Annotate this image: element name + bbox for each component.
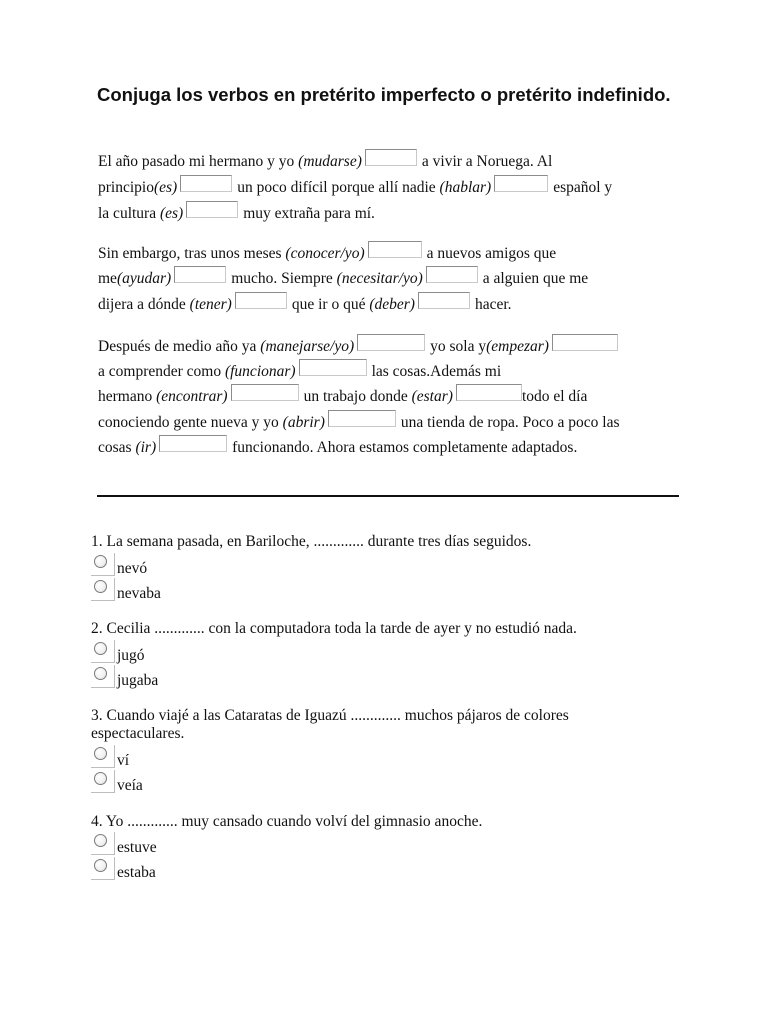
question-3: 3. Cuando viajé a las Cataratas de Iguazú ............. muchos pájaros de colores espectaculares. [91,707,569,742]
text: español y [553,179,613,196]
text: cosas [98,439,136,456]
paragraph3-line4 [98,410,620,436]
text: una tienda de ropa. Poco a poco las [400,414,620,431]
radio-button[interactable] [94,580,107,593]
text: que ir o qué [291,296,370,313]
answer-field-hablar[interactable] [494,175,548,192]
answer-field-es-2[interactable] [186,201,238,218]
answer-field-estar[interactable] [456,384,522,401]
option-label: nevó [117,560,148,577]
paragraph1-line3 [98,201,375,227]
radio-frame [91,553,115,576]
question-2: 2. Cecilia ............. con la computadora toda la tarde de ayer y no estudió nada. [91,620,577,637]
radio-button[interactable] [94,859,107,872]
answer-field-tener[interactable] [235,292,287,309]
verb-hint: (conocer/yo) [285,245,365,262]
text: mucho. Siempre [231,270,337,287]
radio-frame [91,857,115,880]
text: un poco difícil porque allí nadie [237,179,440,196]
verb-hint: (es) [159,205,184,222]
radio-frame [91,832,115,855]
answer-field-mudarse[interactable] [365,149,417,166]
text: El año pasado mi hermano y yo [98,153,299,170]
option-label: estuve [117,839,157,856]
option-label: nevaba [117,585,161,602]
verb-hint: (funcionar) [224,363,296,380]
verb-hint: (estar) [411,388,453,405]
answer-field-encontrar[interactable] [231,384,299,401]
text: funcionando. Ahora estamos completamente adaptados. [232,439,578,456]
verb-hint: (ir) [135,439,157,456]
text: conociendo gente nueva y yo [98,414,283,431]
answer-field-necesitar[interactable] [426,266,478,283]
verb-hint: (tener) [189,296,232,313]
text: un trabajo donde [303,388,412,405]
answer-field-funcionar[interactable] [299,359,367,376]
radio-button[interactable] [94,747,107,760]
radio-frame [91,665,115,688]
text: muy extraña para mí. [243,205,375,222]
verb-hint: (es) [153,179,178,196]
option-label: jugaba [117,672,159,689]
paragraph2-line2 [98,266,588,292]
paragraph2-line1 [98,241,556,267]
text: dijera a dónde [98,296,190,313]
answer-field-manejarse[interactable] [357,334,425,351]
section-divider [97,495,679,497]
text: hacer. [474,296,512,313]
answer-field-conocer[interactable] [368,241,422,258]
text: a comprender como [98,363,225,380]
paragraph1-line1 [98,149,552,175]
verb-hint: (empezar) [486,338,549,355]
paragraph3-line2 [98,359,501,385]
radio-button[interactable] [94,555,107,568]
text: hermano [98,388,157,405]
answer-field-deber[interactable] [418,292,470,309]
verb-hint: (encontrar) [156,388,228,405]
text: Después de medio año ya [98,338,261,355]
text: principio [98,179,154,196]
paragraph3-line3 [98,384,587,410]
text: todo el día [521,388,588,405]
answer-field-ayudar[interactable] [174,266,226,283]
verb-hint: (abrir) [282,414,325,431]
verb-hint: (hablar) [439,179,492,196]
radio-button[interactable] [94,642,107,655]
question-1: 1. La semana pasada, en Bariloche, ............. durante tres días seguidos. [91,533,532,550]
answer-field-abrir[interactable] [328,410,396,427]
answer-field-es-1[interactable] [180,175,232,192]
answer-field-empezar[interactable] [552,334,618,351]
text: yo sola y [430,338,487,355]
radio-button[interactable] [94,772,107,785]
text: me [98,270,117,287]
radio-frame [91,745,115,768]
radio-button[interactable] [94,834,107,847]
text: la cultura [98,205,160,222]
radio-frame [91,770,115,793]
verb-hint: (manejarse/yo) [260,338,355,355]
paragraph2-line3 [98,292,512,318]
page-title: Conjuga los verbos en pretérito imperfecto o pretérito indefinido. [97,84,671,105]
option-label: jugó [117,647,145,664]
question-4: 4. Yo ............. muy cansado cuando volví del gimnasio anoche. [91,813,483,830]
verb-hint: (necesitar/yo) [336,270,423,287]
verb-hint: (deber) [369,296,415,313]
option-label: veía [117,777,143,794]
verb-hint: (ayudar) [116,270,172,287]
text: Sin embargo, tras unos meses [98,245,286,262]
text: a nuevos amigos que [426,245,557,262]
answer-field-ir[interactable] [159,435,227,452]
verb-hint: (mudarse) [298,153,362,170]
paragraph3-line1 [98,334,623,360]
option-label: estaba [117,864,156,881]
paragraph1-line2 [98,175,612,201]
paragraph3-line5 [98,435,577,461]
option-label: ví [117,752,130,769]
radio-frame [91,578,115,601]
text: a vivir a Noruega. Al [421,153,553,170]
text: las cosas.Además mi [371,363,502,380]
radio-button[interactable] [94,667,107,680]
text: a alguien que me [482,270,589,287]
radio-frame [91,640,115,663]
